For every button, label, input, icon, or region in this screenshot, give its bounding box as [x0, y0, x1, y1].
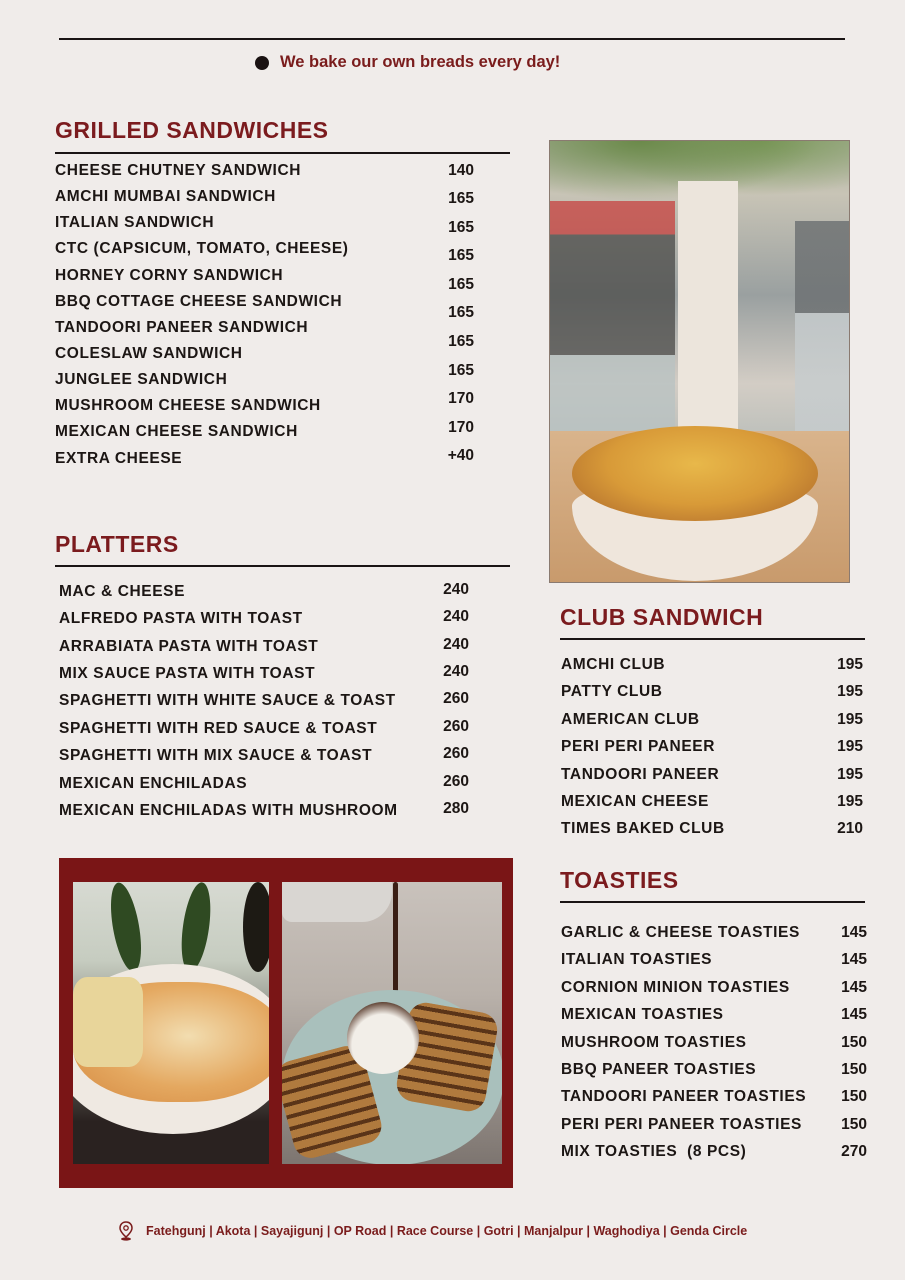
price: 195	[837, 793, 863, 810]
menu-item: SPAGHETTI WITH RED SAUCE & TOAST	[59, 720, 378, 737]
price: 170	[448, 390, 474, 407]
menu-item: PATTY CLUB	[561, 683, 663, 700]
price: 165	[448, 219, 474, 236]
menu-item: ARRABIATA PASTA WITH TOAST	[59, 638, 319, 655]
menu-item: TANDOORI PANEER SANDWICH	[55, 319, 309, 336]
price: 195	[837, 656, 863, 673]
menu-item: GARLIC & CHEESE TOASTIES	[561, 924, 800, 941]
menu-item: MEXICAN CHEESE	[561, 793, 709, 810]
price: 240	[443, 581, 469, 598]
menu-item: PERI PERI PANEER TOASTIES	[561, 1116, 802, 1133]
price: 145	[841, 924, 867, 941]
top-divider	[59, 38, 845, 40]
price: 165	[448, 276, 474, 293]
price: 150	[841, 1116, 867, 1133]
photo-frame	[59, 858, 513, 1188]
tagline-text: We bake our own breads every day!	[280, 53, 561, 71]
menu-item: MIX TOASTIES (8 PCS)	[561, 1143, 747, 1160]
menu-item: MEXICAN ENCHILADAS WITH MUSHROOM	[59, 802, 398, 819]
menu-item: HORNEY CORNY SANDWICH	[55, 267, 284, 284]
locations-text: Fatehgunj | Akota | Sayajigunj | OP Road | Race Course | Gotri | Manjalpur | Waghodiya | Genda Circle	[146, 1224, 748, 1238]
menu-item: MEXICAN CHEESE SANDWICH	[55, 423, 298, 440]
section-divider	[55, 152, 510, 154]
section-title-club-sandwich: CLUB SANDWICH	[560, 604, 764, 630]
menu-item: MIX SAUCE PASTA WITH TOAST	[59, 665, 316, 682]
price: 260	[443, 773, 469, 790]
price: 260	[443, 718, 469, 735]
menu-item: ITALIAN TOASTIES	[561, 951, 713, 968]
pasta-with-toast-photo	[73, 882, 269, 1164]
price: 150	[841, 1034, 867, 1051]
menu-item: COLESLAW SANDWICH	[55, 345, 243, 362]
menu-item: CORNION MINION TOASTIES	[561, 979, 790, 996]
price: 150	[841, 1088, 867, 1105]
section-divider	[560, 638, 865, 640]
price: 240	[443, 663, 469, 680]
menu-item: MEXICAN ENCHILADAS	[59, 775, 248, 792]
menu-item: CTC (CAPSICUM, TOMATO, CHEESE)	[55, 240, 349, 257]
price: 195	[837, 683, 863, 700]
price: 145	[841, 951, 867, 968]
waffle-with-ice-cream-photo	[282, 882, 502, 1164]
menu-item: BBQ COTTAGE CHEESE SANDWICH	[55, 293, 343, 310]
price: 165	[448, 247, 474, 264]
menu-item: TANDOORI PANEER TOASTIES	[561, 1088, 807, 1105]
price: 140	[448, 162, 474, 179]
price: 165	[448, 333, 474, 350]
price: 210	[837, 820, 863, 837]
price: 240	[443, 608, 469, 625]
section-divider	[55, 565, 510, 567]
section-title-platters: PLATTERS	[55, 531, 179, 557]
menu-item: ITALIAN SANDWICH	[55, 214, 215, 231]
price: 240	[443, 636, 469, 653]
price: 195	[837, 738, 863, 755]
menu-item: MAC & CHEESE	[59, 583, 186, 600]
section-divider	[560, 901, 865, 903]
menu-item: AMCHI CLUB	[561, 656, 666, 673]
menu-item: MUSHROOM TOASTIES	[561, 1034, 747, 1051]
menu-item: SPAGHETTI WITH MIX SAUCE & TOAST	[59, 747, 373, 764]
price: 195	[837, 711, 863, 728]
menu-item: SPAGHETTI WITH WHITE SAUCE & TOAST	[59, 692, 396, 709]
price: 170	[448, 419, 474, 436]
footer-locations	[118, 1221, 747, 1241]
menu-item: JUNGLEE SANDWICH	[55, 371, 228, 388]
menu-item: PERI PERI PANEER	[561, 738, 716, 755]
location-pin-icon	[118, 1221, 134, 1241]
mac-and-cheese-photo	[549, 140, 850, 583]
menu-item: MUSHROOM CHEESE SANDWICH	[55, 397, 321, 414]
price: +40	[447, 447, 474, 464]
menu-item: AMERICAN CLUB	[561, 711, 700, 728]
price: 260	[443, 690, 469, 707]
menu-item: TANDOORI PANEER	[561, 766, 720, 783]
menu-item: EXTRA CHEESE	[55, 450, 183, 467]
price: 165	[448, 304, 474, 321]
menu-item: CHEESE CHUTNEY SANDWICH	[55, 162, 302, 179]
section-title-toasties: TOASTIES	[560, 867, 679, 893]
menu-item: AMCHI MUMBAI SANDWICH	[55, 188, 276, 205]
price: 165	[448, 190, 474, 207]
menu-item: MEXICAN TOASTIES	[561, 1006, 724, 1023]
tagline	[255, 53, 560, 72]
price: 195	[837, 766, 863, 783]
menu-item: ALFREDO PASTA WITH TOAST	[59, 610, 303, 627]
price: 280	[443, 800, 469, 817]
price: 270	[841, 1143, 867, 1160]
section-title-grilled-sandwiches: GRILLED SANDWICHES	[55, 117, 329, 143]
price: 165	[448, 362, 474, 379]
price: 145	[841, 979, 867, 996]
price: 150	[841, 1061, 867, 1078]
price: 260	[443, 745, 469, 762]
price: 145	[841, 1006, 867, 1023]
menu-item: TIMES BAKED CLUB	[561, 820, 725, 837]
menu-item: BBQ PANEER TOASTIES	[561, 1061, 757, 1078]
bullet-icon	[255, 56, 269, 70]
